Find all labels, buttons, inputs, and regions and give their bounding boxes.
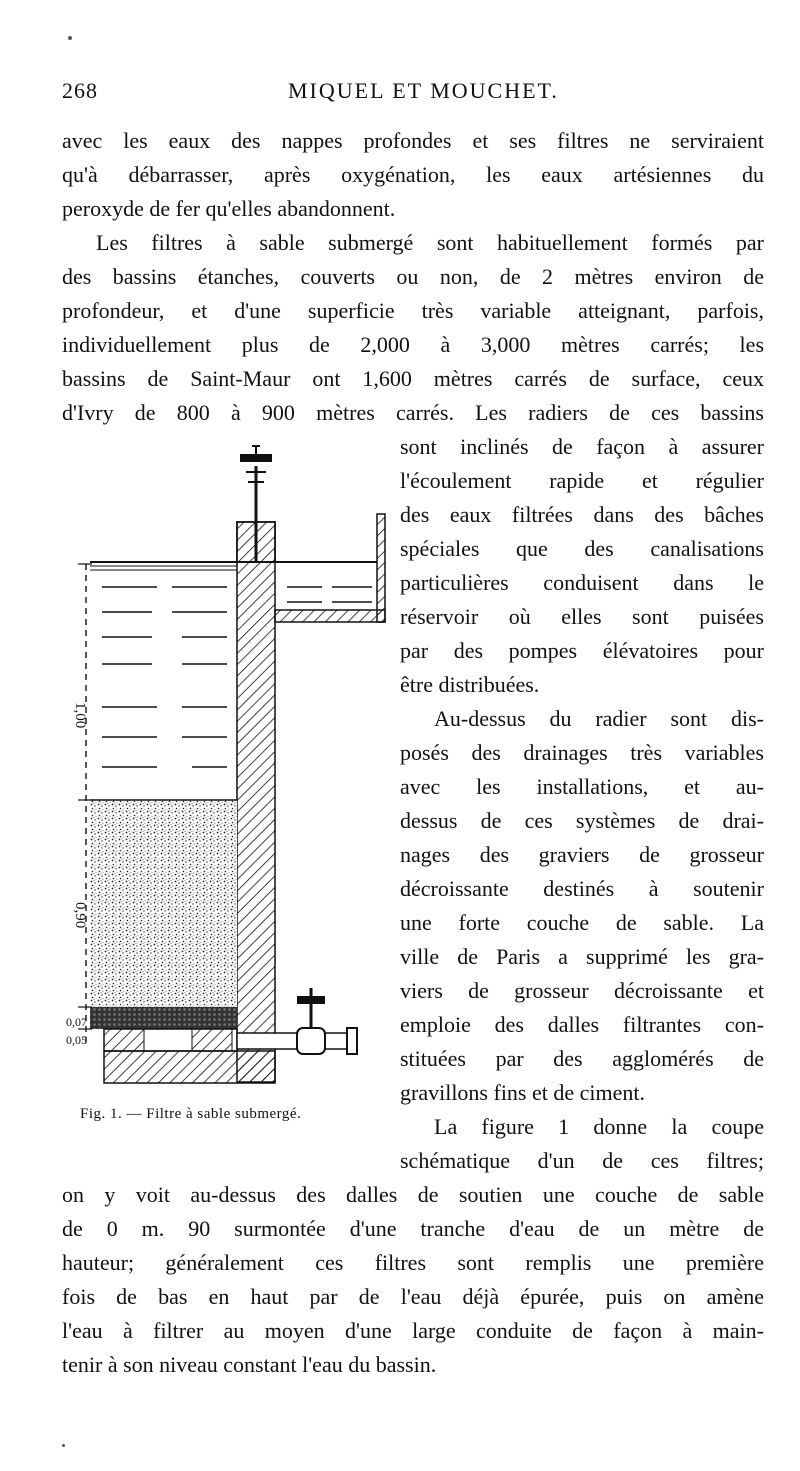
text-line: tenir à son niveau constant l'eau du bassin. <box>62 1352 437 1377</box>
text-line: une forte couche de sable. La <box>400 910 764 935</box>
text-line: posés des drainages très variables <box>400 740 764 765</box>
figure-caption: Fig. 1. — Filtre à sable submergé. <box>80 1106 302 1122</box>
page-speck <box>68 36 72 40</box>
text-line: l'eau à filtrer au moyen d'une large conduite de façon à main- <box>62 1318 764 1343</box>
outlet-channel-wall <box>377 514 385 622</box>
text-line: fois de bas en haut par de l'eau déjà épurée, puis on amène <box>62 1284 764 1309</box>
text-line: d'Ivry de 800 à 900 mètres carrés. Les radiers de ces bassins <box>62 400 764 425</box>
text-line: sont inclinés de façon à assurer <box>400 434 764 459</box>
running-title: MIQUEL ET MOUCHET. <box>288 78 559 103</box>
text-line: par des pompes élévatoires pour <box>400 638 764 663</box>
text-line: emploie des dalles filtrantes con- <box>400 1012 764 1037</box>
page-header <box>62 78 762 108</box>
outlet-pipe <box>237 1033 347 1049</box>
text-line: ville de Paris a supprimé les gra- <box>400 944 764 969</box>
text-line: particulières conduisent dans le <box>400 570 764 595</box>
inner-wall <box>237 522 275 1082</box>
dimension-label-slab: 0,07 <box>66 1015 87 1029</box>
text-line: qu'à débarrasser, après oxygénation, les eaux artésiennes du <box>62 162 764 187</box>
dimension-label-base: 0,05 <box>66 1033 87 1047</box>
filter-slab-layer <box>90 1007 237 1029</box>
text-line: des bassins étanches, couverts ou non, de 2 mètres environ de <box>62 264 764 289</box>
dimension-label-water: 1,00 <box>72 702 88 729</box>
text-line: Les filtres à sable submergé sont habituellement formés par <box>96 230 764 255</box>
text-line: être distribuées. <box>400 672 540 697</box>
text-line: bassins de Saint-Maur ont 1,600 mètres carrés de surface, ceux <box>62 366 764 391</box>
text-line: décroissante destinés à soutenir <box>400 876 764 901</box>
text-line: Au-dessus du radier sont dis- <box>434 706 764 731</box>
text-line: profondeur, et d'une superficie très variable atteignant, parfois, <box>62 298 764 323</box>
text-line: spéciales que des canalisations <box>400 536 764 561</box>
text-line: réservoir où elles sont puisées <box>400 604 764 629</box>
text-line: peroxyde de fer qu'elles abandonnent. <box>62 196 396 221</box>
filter-cross-section-diagram <box>62 432 392 1112</box>
page-speck <box>62 1444 65 1447</box>
text-line: des eaux filtrées dans des bâches <box>400 502 764 527</box>
sand-layer <box>90 800 237 1007</box>
text-line: hauteur; généralement ces filtres sont remplis une première <box>62 1250 764 1275</box>
text-line: nages des graviers de grosseur <box>400 842 764 867</box>
filter-figure <box>62 432 392 1172</box>
page-number: 268 <box>62 78 98 103</box>
text-line: schématique d'un de ces filtres; <box>400 1148 764 1173</box>
text-line: viers de grosseur décroissante et <box>400 978 764 1003</box>
text-line: l'écoulement rapide et régulier <box>400 468 764 493</box>
text-line: de 0 m. 90 surmontée d'une tranche d'eau de un mètre de <box>62 1216 764 1241</box>
text-line: on y voit au-dessus des dalles de soutien une couche de sable <box>62 1182 764 1207</box>
dimension-label-sand: 0,90 <box>72 902 88 929</box>
text-line: individuellement plus de 2,000 à 3,000 mètres carrés; les <box>62 332 764 357</box>
text-line: La figure 1 donne la coupe <box>434 1114 764 1139</box>
text-line: gravillons fins et de ciment. <box>400 1080 645 1105</box>
text-line: stituées par des agglomérés de <box>400 1046 764 1071</box>
text-line: dessus de ces systèmes de drai- <box>400 808 764 833</box>
text-line: avec les eaux des nappes profondes et ses filtres ne serviraient <box>62 128 764 153</box>
outlet-channel-floor <box>275 610 385 622</box>
text-line: avec les installations, et au- <box>400 774 764 799</box>
foundation <box>104 1051 275 1083</box>
